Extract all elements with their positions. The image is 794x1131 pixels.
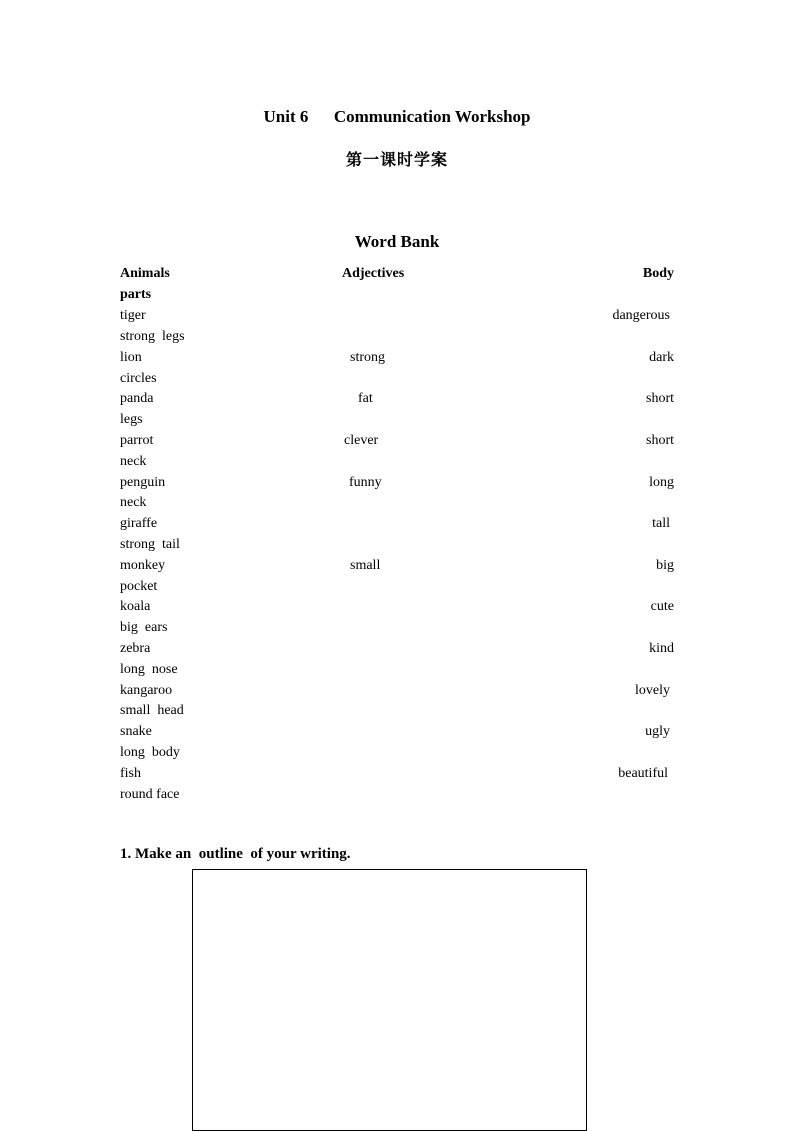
word-bank-row-wrap — [120, 617, 674, 638]
right-column-word: dark — [649, 350, 674, 365]
body-part-word: circles — [120, 371, 157, 386]
animal-word: koala — [120, 599, 151, 614]
word-bank-row — [120, 555, 674, 576]
word-bank-row-wrap — [120, 700, 674, 721]
right-column-word: beautiful — [618, 766, 668, 781]
word-bank-row — [120, 638, 674, 659]
header-adjectives: Adjectives — [342, 266, 405, 281]
word-bank-row — [120, 763, 674, 784]
word-bank-row — [120, 472, 674, 493]
word-bank-row — [120, 721, 674, 742]
word-bank-row-wrap — [120, 409, 674, 430]
right-column-word: big — [656, 558, 674, 573]
adjective-word: funny — [349, 475, 382, 490]
body-part-word: long nose — [120, 662, 178, 677]
adjective-word: small — [350, 558, 381, 573]
word-bank-row-wrap — [120, 451, 674, 472]
animal-word: tiger — [120, 308, 146, 323]
right-column-word: kind — [649, 641, 674, 656]
word-bank-row-wrap — [120, 784, 674, 805]
animal-word: fish — [120, 766, 141, 781]
header-parts: parts — [120, 287, 152, 302]
word-bank-row — [120, 347, 674, 368]
animal-word: snake — [120, 724, 152, 739]
right-column-word: short — [646, 433, 674, 448]
word-bank-row-wrap — [120, 659, 674, 680]
word-bank-row-wrap — [120, 742, 674, 763]
animal-word: parrot — [120, 433, 154, 448]
word-bank-row — [120, 305, 674, 326]
body-part-word: small head — [120, 703, 184, 718]
outline-writing-box[interactable] — [192, 869, 587, 1131]
word-bank-row — [120, 513, 674, 534]
right-column-word: ugly — [645, 724, 670, 739]
right-column-word: long — [649, 475, 674, 490]
word-bank-header-row — [120, 263, 674, 284]
right-column-word: short — [646, 391, 674, 406]
word-bank-header-wrap — [120, 284, 674, 305]
body-part-word: strong legs — [120, 329, 185, 344]
word-bank-row-wrap — [120, 576, 674, 597]
body-part-word: legs — [120, 412, 143, 427]
lesson-title: 第一课时学案 — [345, 150, 448, 169]
question-outline: 1. Make an outline of your writing. — [120, 846, 351, 862]
word-bank-row — [120, 680, 674, 701]
body-part-word: round face — [120, 787, 180, 802]
word-bank-row-wrap — [120, 534, 674, 555]
body-part-word: strong tail — [120, 537, 180, 552]
unit-title: Unit 6 Communication Workshop — [263, 107, 531, 126]
word-bank-row — [120, 430, 674, 451]
body-part-word: neck — [120, 495, 147, 510]
adjective-word: fat — [358, 391, 373, 406]
right-column-word: lovely — [635, 683, 670, 698]
word-bank-row-wrap — [120, 326, 674, 347]
right-column-word: dangerous — [612, 308, 670, 323]
adjective-word: strong — [350, 350, 385, 365]
animal-word: kangaroo — [120, 683, 173, 698]
body-part-word: big ears — [120, 620, 168, 635]
animal-word: penguin — [120, 475, 166, 490]
body-part-word: pocket — [120, 579, 158, 594]
body-part-word: neck — [120, 454, 147, 469]
animal-word: lion — [120, 350, 142, 365]
header-animals: Animals — [120, 266, 170, 281]
animal-word: giraffe — [120, 516, 158, 531]
animal-word: zebra — [120, 641, 151, 656]
right-column-word: tall — [652, 516, 670, 531]
word-bank-row — [120, 388, 674, 409]
word-bank-title: Word Bank — [354, 232, 440, 251]
word-bank-row-wrap — [120, 492, 674, 513]
header-body: Body — [642, 266, 674, 281]
body-part-word: long body — [120, 745, 180, 760]
adjective-word: clever — [344, 433, 379, 448]
word-bank-row — [120, 596, 674, 617]
right-column-word: cute — [650, 599, 674, 614]
word-bank-row-wrap — [120, 368, 674, 389]
animal-word: panda — [120, 391, 154, 406]
animal-word: monkey — [120, 558, 166, 573]
